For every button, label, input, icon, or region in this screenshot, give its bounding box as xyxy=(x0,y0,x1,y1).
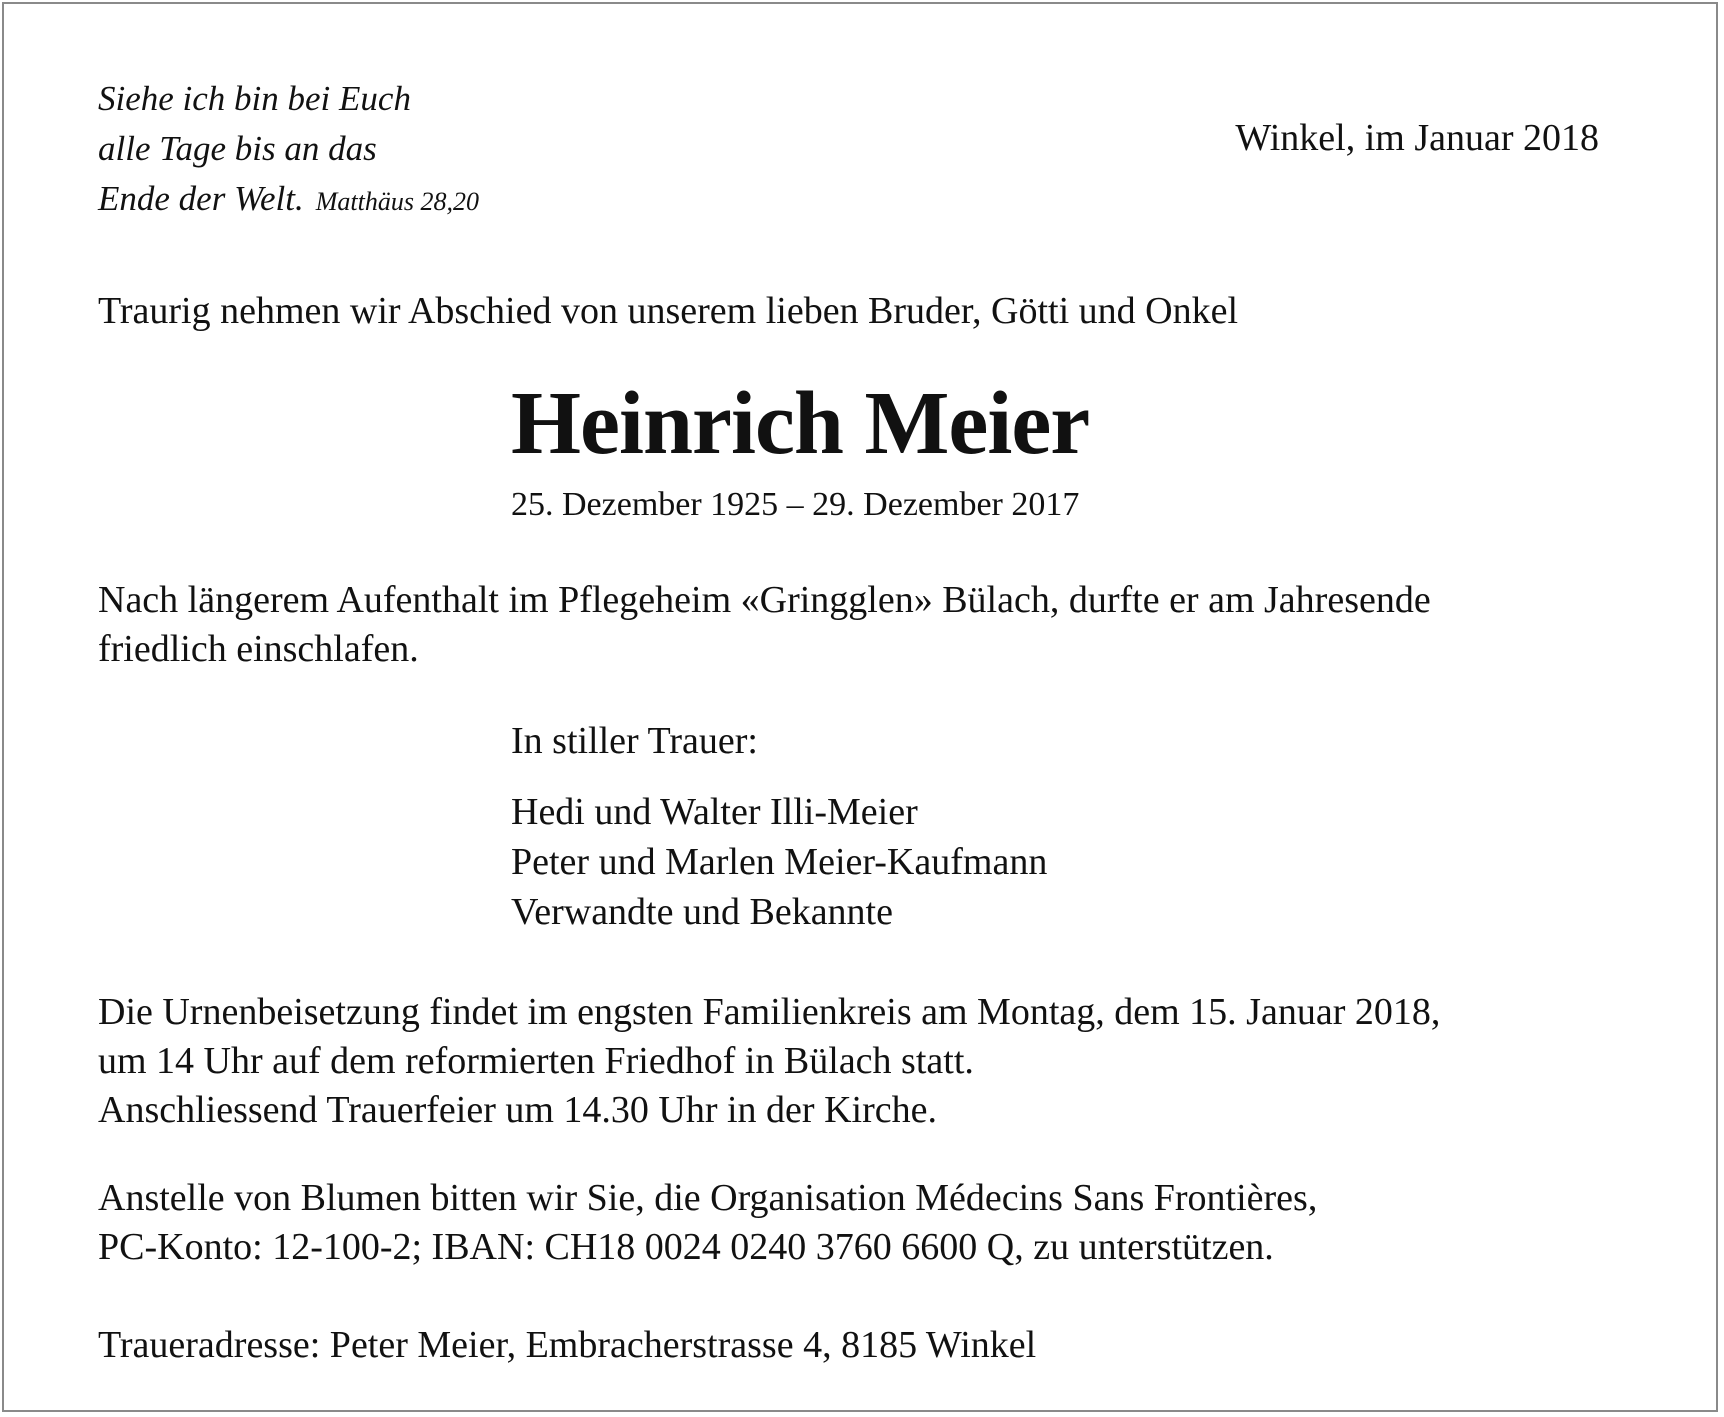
life-dates: 25. Dezember 1925 – 29. Dezember 2017 xyxy=(511,486,1080,523)
mourner-name: Hedi und Walter Illi-Meier xyxy=(511,791,918,833)
verse-line xyxy=(98,174,479,227)
verse-line: Siehe ich bin bei Euch xyxy=(98,79,411,118)
intro-text: Traurig nehmen wir Abschied von unserem lieben Bruder, Götti und Onkel xyxy=(98,290,1239,332)
donation-paragraph xyxy=(98,1174,1317,1272)
mourners-list xyxy=(511,787,1047,937)
paragraph-line: Anschliessend Trauerfeier um 14.30 Uhr in der Kirche. xyxy=(98,1089,937,1131)
paragraph-line: Die Urnenbeisetzung findet im engsten Familienkreis am Montag, dem 15. Januar 2018, xyxy=(98,991,1441,1033)
obituary-notice xyxy=(2,2,1718,1412)
place-date: Winkel, im Januar 2018 xyxy=(1235,117,1599,159)
ceremony-paragraph xyxy=(98,988,1440,1135)
paragraph-line: um 14 Uhr auf dem reformierten Friedhof in Bülach statt. xyxy=(98,1040,974,1082)
mourners-heading: In stiller Trauer: xyxy=(511,720,758,762)
paragraph-line: Anstelle von Blumen bitten wir Sie, die Organisation Médecins Sans Frontières, xyxy=(98,1177,1318,1219)
verse-line: alle Tage bis an das xyxy=(98,129,377,168)
paragraph-line: PC-Konto: 12-100-2; IBAN: CH18 0024 0240 3760 6600 Q, zu unterstützen. xyxy=(98,1226,1274,1268)
deceased-name: Heinrich Meier xyxy=(511,374,1090,473)
mourner-name: Peter und Marlen Meier-Kaufmann xyxy=(511,841,1048,883)
verse-line-text: Ende der Welt. xyxy=(98,179,304,218)
paragraph-line: friedlich einschlafen. xyxy=(98,628,419,670)
mourner-name: Verwandte und Bekannte xyxy=(511,891,893,933)
mourning-address: Traueradresse: Peter Meier, Embracherstrasse 4, 8185 Winkel xyxy=(98,1324,1037,1366)
passing-paragraph xyxy=(98,576,1431,674)
paragraph-line: Nach längerem Aufenthalt im Pflegeheim «Gringglen» Bülach, durfte er am Jahresende xyxy=(98,579,1431,621)
verse-reference: Matthäus 28,20 xyxy=(315,187,479,216)
bible-verse xyxy=(98,74,479,227)
